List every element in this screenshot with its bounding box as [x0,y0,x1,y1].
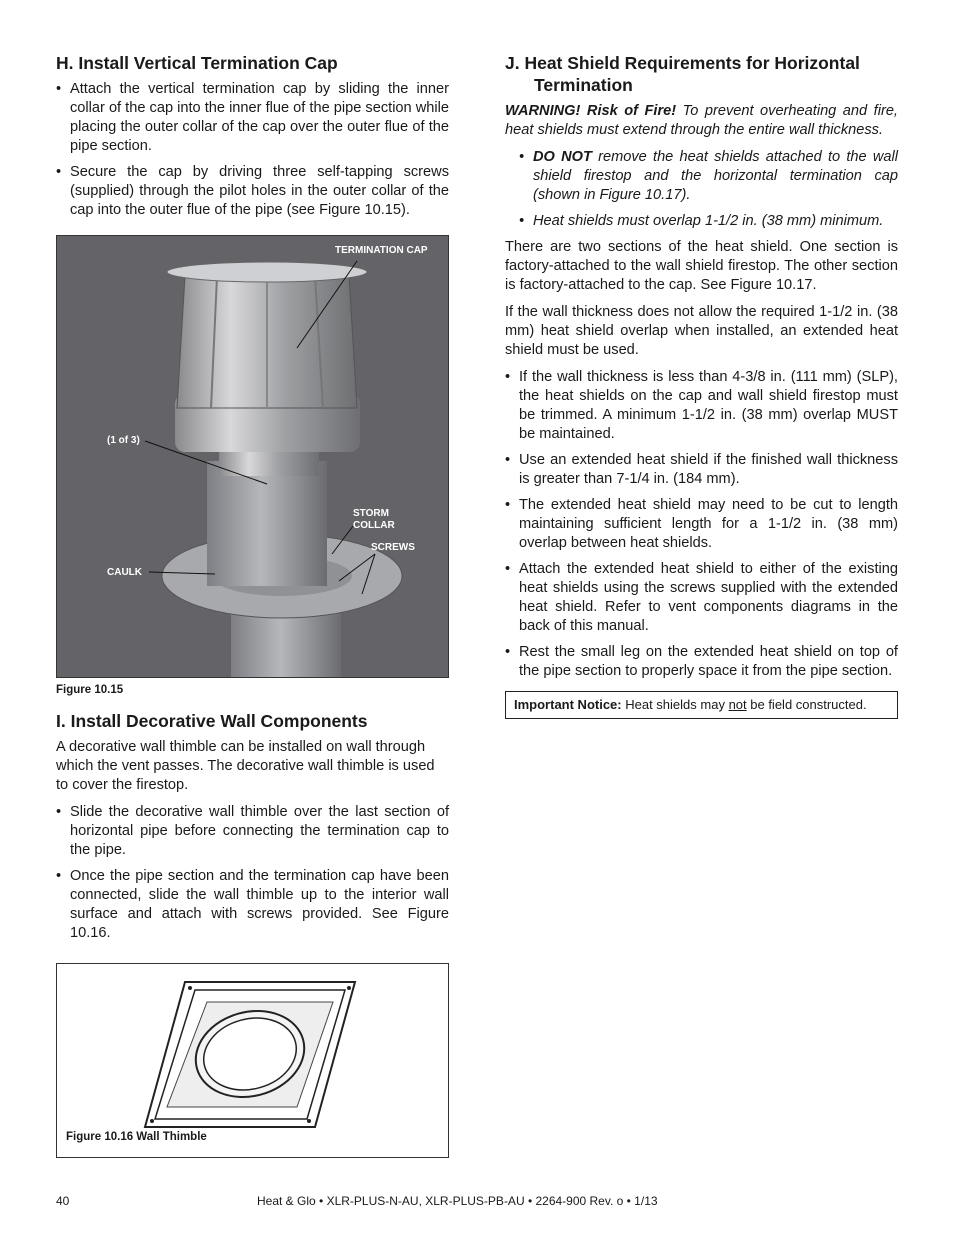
list-item: • If the wall thickness is less than 4-3/8 in. (111 mm) (SLP), the heat shields on the cap and wall shield firestop must be trimmed. A minimum 1-1/2 in. (38 mm) overlap MUST be maintained. [505,368,898,444]
list-item: • Attach the extended heat shield to either of the existing heat shields using the screws supplied with the extended heat shield. Refer to vent components diagrams in the back of this manual. [505,560,898,636]
list-item: • Once the pipe section and the termination cap have been connected, slide the wall thimble up to the interior wall surface and attach with screws provided. See Figure 10.16. [56,867,449,943]
section-j-para1: There are two sections of the heat shield. One section is factory-attached to the wall shield firestop. The other section is factory-attached to the cap. See Figure 10.17. [505,239,898,293]
label-screws: SCREWS [371,542,415,553]
left-column [56,52,449,1158]
termination-cap-illustration [57,236,448,677]
figure-10-15-caption: Figure 10.15 [56,684,124,696]
section-i-intro: A decorative wall thimble can be installed on wall through which the vent passes. The decorative wall thimble is used to cover the firestop. [56,739,435,793]
footer-doc-info: Heat & Glo • XLR-PLUS-N-AU, XLR-PLUS-PB-AU • 2264-900 Rev. o • 1/13 [257,1194,658,1208]
warning-label: WARNING! Risk of Fire! [505,103,677,119]
figure-10-16-caption: Figure 10.16 Wall Thimble [66,1131,207,1143]
warning-paragraph [505,102,898,140]
list-item: • Heat shields must overlap 1-1/2 in. (38 mm) minimum. [519,212,898,231]
do-not-label: DO NOT [533,149,592,165]
warning-text: To prevent overheating and fire, heat shields must extend through the entire wall thickness. [505,103,898,138]
notice-pre: Heat shields may [621,697,729,712]
notice-post: be field constructed. [746,697,867,712]
list-item: • Attach the vertical termination cap by sliding the inner collar of the cap into the inner flue of the pipe section while placing the outer collar of the cap over the outer flue of the pipe section. [56,80,449,156]
label-caulk: CAULK [107,567,142,578]
right-column [505,52,898,719]
notice-label: Important Notice: [514,697,622,712]
list-item: • Secure the cap by driving three self-tapping screws (supplied) through the pilot holes in the outer collar of the cap into the outer flue of the pipe (see Figure 10.15). [56,163,449,220]
section-j-title: J. Heat Shield Requirements for Horizontal Termination [505,53,860,95]
label-termination-cap: TERMINATION CAP [335,245,428,256]
label-one-of-three: (1 of 3) [107,435,140,446]
list-item: • The extended heat shield may need to be cut to length maintaining sufficient length for a 1-1/2 in. (38 mm) overlap between heat shields. [505,496,898,553]
section-h-list [56,80,449,220]
list-item: • Rest the small leg on the extended heat shield on top of the pipe section to properly space it from the pipe section. [505,643,898,681]
list-item [519,148,898,205]
section-j-para2: If the wall thickness does not allow the required 1-1/2 in. (38 mm) heat shield overlap when installed, an extended heat shield must be used. [505,304,898,358]
list-item: • Slide the decorative wall thimble over the last section of horizontal pipe before connecting the termination cap to the pipe. [56,803,449,860]
label-storm-collar: STORM COLLAR [353,508,395,531]
figure-10-15-photo [56,235,449,678]
warning-list [505,148,898,231]
warning-bullet-text: remove the heat shields attached to the wall shield firestop and the horizontal termination cap (shown in Figure 10.17). [533,149,898,203]
notice-underlined: not [728,697,747,712]
section-h-title: H. Install Vertical Termination Cap [56,53,338,73]
section-j-list [505,368,898,681]
section-i-title: I. Install Decorative Wall Components [56,711,368,731]
wall-thimble-illustration [57,964,448,1134]
important-notice [505,691,898,719]
section-i-list [56,803,449,943]
page-number: 40 [56,1194,70,1208]
list-item: • Use an extended heat shield if the finished wall thickness is greater than 7-1/4 in. (184 mm). [505,451,898,489]
figure-10-16-box [56,963,449,1158]
